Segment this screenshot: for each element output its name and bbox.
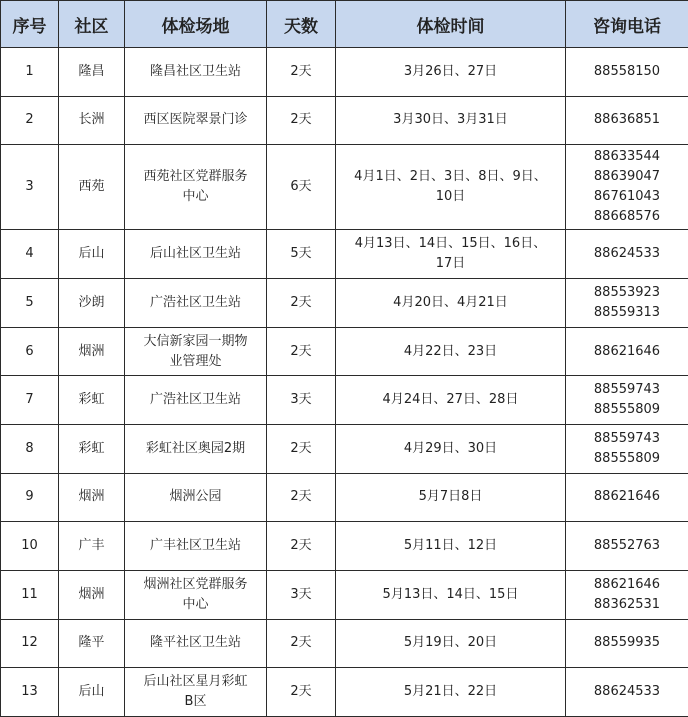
cell-no: 13 (1, 668, 59, 717)
cell-venue-line: 广浩社区卫生站 (149, 294, 241, 310)
cell-time-line: 4月24日、27日、28日 (382, 392, 519, 408)
cell-no: 2 (1, 96, 59, 145)
cell-community: 彩虹 (59, 424, 125, 473)
cell-venue-line: 广浩社区卫生站 (149, 392, 241, 408)
cell-community: 烟洲 (59, 570, 125, 619)
table-row (1, 327, 688, 376)
cell-venue (125, 473, 267, 522)
header-time: 体检时间 (336, 1, 566, 48)
cell-phones-line: 88555809 (593, 450, 661, 466)
cell-days: 2天 (267, 48, 336, 97)
cell-no: 4 (1, 230, 59, 279)
cell-days: 2天 (267, 327, 336, 376)
cell-time-line: 5月13日、14日、15日 (382, 586, 519, 602)
cell-phones-line: 88559743 (593, 382, 661, 398)
cell-days: 2天 (267, 96, 336, 145)
table-row (1, 48, 688, 97)
table-row (1, 424, 688, 473)
cell-community: 西苑 (59, 145, 125, 230)
cell-phones (566, 230, 688, 279)
cell-time (336, 230, 566, 279)
cell-no: 12 (1, 619, 59, 668)
cell-days: 2天 (267, 279, 336, 328)
cell-venue (125, 230, 267, 279)
cell-days: 3天 (267, 570, 336, 619)
cell-phones-line: 88555809 (593, 402, 661, 418)
cell-community: 烟洲 (59, 327, 125, 376)
table-row (1, 230, 688, 279)
cell-phones (566, 376, 688, 425)
cell-days: 5天 (267, 230, 336, 279)
cell-phones-line: 88558150 (593, 63, 661, 79)
cell-phones-line: 88621646 (593, 576, 661, 592)
cell-time-line: 3月26日、27日 (403, 63, 498, 79)
cell-community: 长洲 (59, 96, 125, 145)
cell-venue-line: 烟洲公园 (169, 489, 222, 505)
cell-venue (125, 619, 267, 668)
table-row (1, 522, 688, 571)
cell-phones-line: 88552763 (593, 538, 661, 554)
cell-no: 3 (1, 145, 59, 230)
cell-venue-line: 中心 (182, 596, 209, 612)
cell-days: 3天 (267, 376, 336, 425)
header-phone: 咨询电话 (566, 1, 688, 48)
cell-phones-line: 88559935 (593, 635, 661, 651)
table-row (1, 145, 688, 230)
cell-venue (125, 570, 267, 619)
cell-phones-line: 88624533 (593, 684, 661, 700)
cell-phones-line: 88633544 (593, 149, 661, 165)
cell-time (336, 668, 566, 717)
cell-phones-line: 88639047 (593, 169, 661, 185)
cell-venue-line: 后山社区星月彩虹 (143, 674, 248, 690)
cell-venue (125, 145, 267, 230)
cell-time-line: 4月1日、2日、3日、8日、9日、 (354, 169, 547, 185)
table-row (1, 668, 688, 717)
cell-venue-line: 大信新家园一期物 (143, 333, 248, 349)
table-row (1, 279, 688, 328)
cell-time (336, 570, 566, 619)
cell-phones-line: 88559743 (593, 430, 661, 446)
cell-time (336, 279, 566, 328)
cell-no: 8 (1, 424, 59, 473)
cell-venue-line: 西区医院翠景门诊 (143, 112, 248, 128)
cell-phones (566, 668, 688, 717)
cell-phones-line: 88621646 (593, 489, 661, 505)
cell-no: 6 (1, 327, 59, 376)
cell-phones-line: 88624533 (593, 246, 661, 262)
cell-phones (566, 619, 688, 668)
cell-community: 隆昌 (59, 48, 125, 97)
cell-venue-line: B区 (184, 694, 207, 710)
cell-time (336, 96, 566, 145)
cell-phones (566, 473, 688, 522)
header-community: 社区 (59, 1, 125, 48)
table-body (1, 48, 688, 717)
cell-no: 9 (1, 473, 59, 522)
cell-phones-line: 88553923 (593, 284, 661, 300)
cell-venue (125, 424, 267, 473)
cell-phones (566, 48, 688, 97)
cell-venue (125, 48, 267, 97)
cell-community: 烟洲 (59, 473, 125, 522)
cell-venue (125, 522, 267, 571)
cell-phones-line: 88668576 (593, 209, 661, 225)
cell-venue-line: 彩虹社区奥园2期 (145, 440, 246, 456)
cell-venue (125, 376, 267, 425)
table-row (1, 96, 688, 145)
cell-no: 11 (1, 570, 59, 619)
cell-time-line: 10日 (435, 189, 466, 205)
cell-time-line: 4月13日、14日、15日、16日、 (354, 236, 547, 252)
cell-time (336, 473, 566, 522)
cell-time-line: 4月20日、4月21日 (393, 294, 508, 310)
cell-no: 5 (1, 279, 59, 328)
table-row (1, 619, 688, 668)
cell-phones-line: 88636851 (593, 112, 661, 128)
table-row (1, 473, 688, 522)
cell-time-line: 5月7日8日 (418, 489, 483, 505)
cell-venue-line: 隆平社区卫生站 (149, 635, 241, 651)
cell-phones (566, 327, 688, 376)
cell-time (336, 145, 566, 230)
cell-days: 2天 (267, 424, 336, 473)
cell-phones (566, 279, 688, 328)
cell-venue-line: 广丰社区卫生站 (149, 538, 241, 554)
cell-time-line: 5月19日、20日 (403, 635, 498, 651)
cell-venue-line: 中心 (182, 189, 209, 205)
cell-phones (566, 424, 688, 473)
cell-time-line: 17日 (435, 256, 466, 272)
cell-phones-line: 86761043 (593, 189, 661, 205)
cell-phones (566, 570, 688, 619)
cell-time-line: 4月22日、23日 (403, 343, 498, 359)
cell-days: 2天 (267, 668, 336, 717)
cell-days: 2天 (267, 522, 336, 571)
cell-days: 2天 (267, 619, 336, 668)
header-venue: 体检场地 (125, 1, 267, 48)
cell-time (336, 376, 566, 425)
cell-venue-line: 后山社区卫生站 (149, 246, 241, 262)
cell-community: 后山 (59, 668, 125, 717)
cell-phones (566, 96, 688, 145)
cell-time (336, 424, 566, 473)
cell-time-line: 3月30日、3月31日 (393, 112, 508, 128)
cell-days: 6天 (267, 145, 336, 230)
cell-community: 沙朗 (59, 279, 125, 328)
header-no: 序号 (1, 1, 59, 48)
cell-venue-line: 西苑社区党群服务 (143, 169, 248, 185)
cell-days: 2天 (267, 473, 336, 522)
cell-venue (125, 96, 267, 145)
cell-time (336, 48, 566, 97)
cell-time-line: 5月11日、12日 (403, 538, 498, 554)
table-row (1, 570, 688, 619)
cell-time-line: 4月29日、30日 (403, 440, 498, 456)
header-days: 天数 (267, 1, 336, 48)
cell-venue-line: 烟洲社区党群服务 (143, 576, 248, 592)
cell-time (336, 327, 566, 376)
cell-venue (125, 279, 267, 328)
cell-phones-line: 88362531 (593, 596, 661, 612)
table-row (1, 376, 688, 425)
cell-time (336, 522, 566, 571)
cell-venue-line: 隆昌社区卫生站 (149, 63, 241, 79)
cell-phones-line: 88559313 (593, 304, 661, 320)
cell-phones (566, 522, 688, 571)
header-row (1, 1, 688, 48)
cell-community: 广丰 (59, 522, 125, 571)
cell-phones-line: 88621646 (593, 343, 661, 359)
cell-community: 后山 (59, 230, 125, 279)
cell-phones (566, 145, 688, 230)
cell-venue (125, 327, 267, 376)
cell-no: 10 (1, 522, 59, 571)
cell-community: 彩虹 (59, 376, 125, 425)
cell-no: 7 (1, 376, 59, 425)
cell-venue-line: 业管理处 (169, 353, 222, 369)
cell-venue (125, 668, 267, 717)
cell-community: 隆平 (59, 619, 125, 668)
cell-time (336, 619, 566, 668)
cell-time-line: 5月21日、22日 (403, 684, 498, 700)
cell-no: 1 (1, 48, 59, 97)
